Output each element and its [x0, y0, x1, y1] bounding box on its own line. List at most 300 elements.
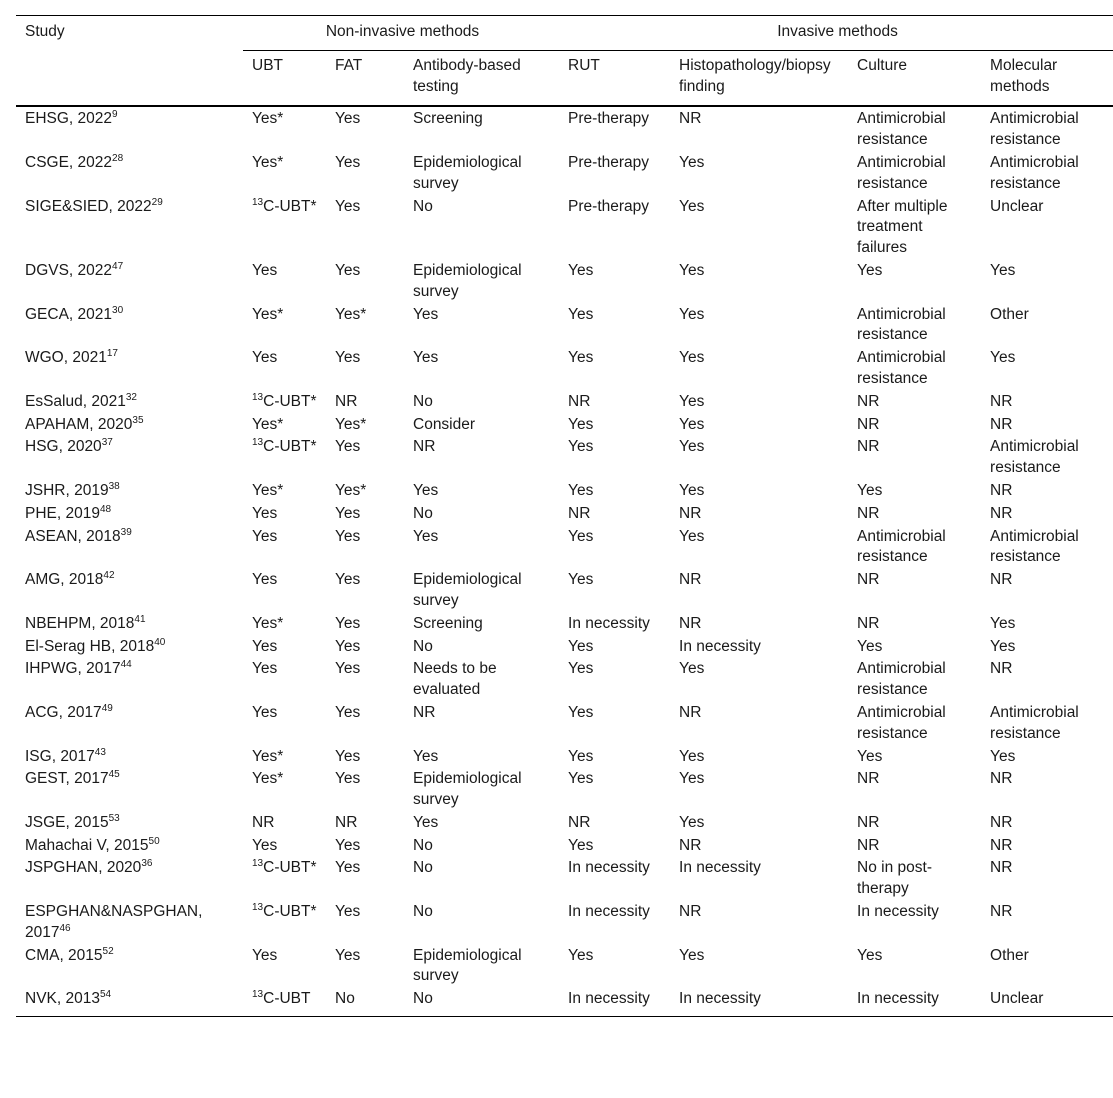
- cell-antibody: [404, 835, 559, 858]
- cell-antibody-text: Yes: [413, 813, 439, 831]
- cell-culture-text: In necessity: [857, 990, 939, 1008]
- cell-rut-text: Pre-therapy: [568, 197, 650, 215]
- cell-molecular: [981, 857, 1113, 901]
- cell-molecular: [981, 835, 1113, 858]
- cell-fat: [326, 636, 404, 659]
- cell-ubt: [243, 414, 326, 437]
- reference-number: 40: [154, 636, 166, 648]
- isotope-superscript: 13: [252, 391, 264, 403]
- cell-ubt-text: Yes: [252, 946, 278, 964]
- cell-molecular-text: NR: [990, 859, 1013, 877]
- cell-ubt-text: Yes: [252, 261, 278, 279]
- cell-study: [16, 152, 243, 196]
- cell-histopathology-text: In necessity: [679, 859, 761, 877]
- col-molecular: Molecular methods: [981, 50, 1113, 107]
- cell-culture: [848, 702, 981, 746]
- cell-rut: [559, 702, 670, 746]
- study-name: CMA, 2015: [25, 946, 103, 964]
- cell-fat-text: Yes: [335, 703, 361, 721]
- reference-number: 44: [120, 659, 132, 671]
- cell-fat-text: Yes: [335, 660, 361, 678]
- cell-culture-text: NR: [857, 415, 880, 433]
- reference-number: 9: [112, 109, 118, 121]
- cell-molecular-text: NR: [990, 836, 1013, 854]
- reference-number: 43: [94, 746, 106, 758]
- study-name: GECA, 2021: [25, 305, 113, 323]
- table-row: [16, 988, 1113, 1016]
- cell-molecular: [981, 347, 1113, 391]
- cell-molecular-text: Yes: [990, 614, 1016, 632]
- cell-study: [16, 347, 243, 391]
- cell-histopathology: [670, 812, 848, 835]
- isotope-superscript: 13: [252, 437, 264, 449]
- study-name: JSGE, 2015: [25, 813, 109, 831]
- cell-histopathology-text: NR: [679, 571, 702, 589]
- cell-culture-text: Antimicrobial resistance: [857, 660, 946, 699]
- study-header-spacer: [16, 50, 243, 107]
- cell-molecular-text: Antimicrobial resistance: [990, 527, 1079, 566]
- cell-antibody: [404, 636, 559, 659]
- cell-antibody-text: Epidemiological survey: [413, 946, 522, 985]
- cell-study: [16, 746, 243, 769]
- col-antibody: Antibody-based testing: [404, 50, 559, 107]
- cell-ubt: [243, 901, 326, 945]
- study-name: ASEAN, 2018: [25, 527, 121, 545]
- cell-rut-text: In necessity: [568, 903, 650, 921]
- cell-ubt-text: Yes: [252, 703, 278, 721]
- cell-fat: [326, 613, 404, 636]
- cell-rut: [559, 196, 670, 260]
- cell-molecular: [981, 901, 1113, 945]
- cell-molecular-text: Other: [990, 946, 1029, 964]
- cell-rut: [559, 835, 670, 858]
- study-name: SIGE&SIED, 2022: [25, 197, 152, 215]
- cell-rut: [559, 768, 670, 812]
- cell-rut-text: Yes: [568, 571, 594, 589]
- cell-fat-text: Yes: [335, 747, 361, 765]
- cell-study: [16, 945, 243, 989]
- cell-molecular: [981, 768, 1113, 812]
- cell-molecular: [981, 636, 1113, 659]
- cell-culture: [848, 768, 981, 812]
- cell-fat: [326, 391, 404, 414]
- cell-histopathology-text: Yes: [679, 305, 705, 323]
- cell-antibody-text: Screening: [413, 614, 483, 632]
- cell-molecular: [981, 480, 1113, 503]
- cell-fat: [326, 196, 404, 260]
- cell-molecular: [981, 613, 1113, 636]
- cell-study: [16, 901, 243, 945]
- cell-histopathology: [670, 835, 848, 858]
- isotope-superscript: 13: [252, 989, 264, 1001]
- cell-culture: [848, 152, 981, 196]
- cell-ubt-text: Yes: [252, 349, 278, 367]
- cell-rut: [559, 569, 670, 613]
- cell-histopathology-text: Yes: [679, 349, 705, 367]
- cell-antibody: [404, 857, 559, 901]
- cell-rut-text: Yes: [568, 261, 594, 279]
- cell-rut: [559, 106, 670, 152]
- cell-molecular-text: Antimicrobial resistance: [990, 438, 1079, 477]
- cell-molecular: [981, 260, 1113, 304]
- cell-study: [16, 106, 243, 152]
- study-name: GEST, 2017: [25, 770, 109, 788]
- cell-molecular-text: NR: [990, 504, 1013, 522]
- cell-rut-text: Yes: [568, 747, 594, 765]
- cell-study: [16, 436, 243, 480]
- cell-rut-text: Yes: [568, 481, 594, 499]
- cell-antibody-text: Yes: [413, 349, 439, 367]
- cell-culture: [848, 988, 981, 1016]
- cell-rut-text: In necessity: [568, 990, 650, 1008]
- table-row: [16, 569, 1113, 613]
- cell-rut-text: NR: [568, 504, 591, 522]
- cell-antibody-text: Yes: [413, 481, 439, 499]
- cell-histopathology: [670, 503, 848, 526]
- cell-antibody: [404, 768, 559, 812]
- study-name: NBEHPM, 2018: [25, 614, 135, 632]
- cell-study: [16, 812, 243, 835]
- table-row: [16, 106, 1113, 152]
- cell-molecular-text: Yes: [990, 349, 1016, 367]
- reference-number: 42: [103, 570, 115, 582]
- cell-histopathology-text: Yes: [679, 946, 705, 964]
- cell-fat: [326, 658, 404, 702]
- cell-ubt-text: Yes*: [252, 770, 284, 788]
- cell-ubt: [243, 304, 326, 348]
- cell-ubt: [243, 988, 326, 1016]
- cell-histopathology: [670, 304, 848, 348]
- reference-number: 53: [108, 812, 120, 824]
- cell-fat-text: Yes: [335, 438, 361, 456]
- cell-fat-text: Yes: [335, 836, 361, 854]
- cell-culture: [848, 503, 981, 526]
- cell-culture-text: Antimicrobial resistance: [857, 110, 946, 149]
- cell-fat: [326, 106, 404, 152]
- cell-molecular-text: NR: [990, 903, 1013, 921]
- table-row: [16, 835, 1113, 858]
- cell-study: [16, 988, 243, 1016]
- cell-ubt: [243, 480, 326, 503]
- cell-rut: [559, 526, 670, 570]
- cell-molecular-text: NR: [990, 770, 1013, 788]
- cell-histopathology: [670, 196, 848, 260]
- cell-histopathology: [670, 480, 848, 503]
- study-name: ACG, 2017: [25, 703, 102, 721]
- cell-ubt-text: Yes*: [252, 153, 284, 171]
- table-row: [16, 901, 1113, 945]
- cell-rut-text: Yes: [568, 305, 594, 323]
- cell-ubt: [243, 613, 326, 636]
- cell-study: [16, 391, 243, 414]
- cell-culture: [848, 636, 981, 659]
- cell-fat-text: Yes: [335, 197, 361, 215]
- cell-ubt: [243, 503, 326, 526]
- cell-rut-text: Yes: [568, 770, 594, 788]
- cell-rut-text: Yes: [568, 438, 594, 456]
- cell-fat: [326, 812, 404, 835]
- cell-study: [16, 702, 243, 746]
- cell-fat: [326, 347, 404, 391]
- table-row: [16, 152, 1113, 196]
- cell-ubt: [243, 391, 326, 414]
- cell-study: [16, 480, 243, 503]
- cell-histopathology-text: In necessity: [679, 637, 761, 655]
- table-row: [16, 812, 1113, 835]
- cell-ubt-text: C-UBT: [263, 990, 311, 1008]
- cell-molecular-text: NR: [990, 392, 1013, 410]
- cell-rut: [559, 901, 670, 945]
- cell-molecular-text: Antimicrobial resistance: [990, 110, 1079, 149]
- cell-histopathology: [670, 414, 848, 437]
- cell-fat: [326, 304, 404, 348]
- cell-antibody-text: No: [413, 903, 433, 921]
- cell-rut: [559, 152, 670, 196]
- cell-culture: [848, 746, 981, 769]
- cell-molecular-text: Unclear: [990, 197, 1044, 215]
- cell-rut-text: In necessity: [568, 614, 650, 632]
- cell-antibody: [404, 106, 559, 152]
- cell-fat: [326, 988, 404, 1016]
- cell-histopathology-text: Yes: [679, 747, 705, 765]
- cell-fat: [326, 503, 404, 526]
- cell-culture-text: Yes: [857, 637, 883, 655]
- cell-fat: [326, 835, 404, 858]
- table-row: [16, 480, 1113, 503]
- cell-culture: [848, 945, 981, 989]
- cell-antibody-text: No: [413, 859, 433, 877]
- cell-rut: [559, 414, 670, 437]
- cell-fat-text: Yes: [335, 614, 361, 632]
- cell-culture: [848, 106, 981, 152]
- cell-histopathology: [670, 106, 848, 152]
- cell-culture: [848, 414, 981, 437]
- cell-histopathology: [670, 152, 848, 196]
- cell-fat-text: Yes: [335, 571, 361, 589]
- cell-ubt-text: C-UBT*: [263, 859, 317, 877]
- cell-rut-text: Yes: [568, 527, 594, 545]
- cell-rut: [559, 391, 670, 414]
- cell-molecular-text: Other: [990, 305, 1029, 323]
- cell-molecular: [981, 196, 1113, 260]
- isotope-superscript: 13: [252, 902, 264, 914]
- study-name: El-Serag HB, 2018: [25, 637, 155, 655]
- cell-rut: [559, 347, 670, 391]
- study-name: WGO, 2021: [25, 349, 107, 367]
- cell-histopathology: [670, 857, 848, 901]
- cell-culture-text: Antimicrobial resistance: [857, 527, 946, 566]
- cell-rut-text: Pre-therapy: [568, 110, 650, 128]
- cell-fat: [326, 526, 404, 570]
- cell-fat: [326, 436, 404, 480]
- comparison-table: [16, 15, 1113, 1017]
- cell-ubt: [243, 196, 326, 260]
- cell-rut-text: Yes: [568, 703, 594, 721]
- cell-study: [16, 658, 243, 702]
- cell-molecular-text: Yes: [990, 261, 1016, 279]
- cell-culture-text: In necessity: [857, 903, 939, 921]
- cell-study: [16, 414, 243, 437]
- reference-number: 52: [102, 945, 114, 957]
- cell-molecular-text: NR: [990, 660, 1013, 678]
- cell-histopathology: [670, 436, 848, 480]
- cell-histopathology: [670, 945, 848, 989]
- cell-antibody-text: Screening: [413, 110, 483, 128]
- cell-culture-text: NR: [857, 813, 880, 831]
- cell-rut: [559, 945, 670, 989]
- cell-culture: [848, 480, 981, 503]
- cell-rut-text: Pre-therapy: [568, 153, 650, 171]
- cell-ubt: [243, 526, 326, 570]
- cell-ubt-text: Yes: [252, 527, 278, 545]
- cell-fat: [326, 260, 404, 304]
- cell-rut: [559, 304, 670, 348]
- cell-fat: [326, 901, 404, 945]
- cell-molecular: [981, 436, 1113, 480]
- cell-fat-text: Yes: [335, 504, 361, 522]
- cell-antibody: [404, 812, 559, 835]
- cell-study: [16, 768, 243, 812]
- cell-fat-text: Yes: [335, 110, 361, 128]
- cell-ubt-text: Yes: [252, 637, 278, 655]
- cell-histopathology-text: Yes: [679, 527, 705, 545]
- cell-molecular: [981, 304, 1113, 348]
- cell-antibody: [404, 658, 559, 702]
- cell-fat: [326, 768, 404, 812]
- cell-ubt-text: C-UBT*: [263, 903, 317, 921]
- cell-ubt-text: Yes*: [252, 305, 284, 323]
- reference-number: 17: [106, 348, 118, 360]
- cell-culture: [848, 901, 981, 945]
- reference-number: 39: [120, 526, 132, 538]
- table-row: [16, 304, 1113, 348]
- isotope-superscript: 13: [252, 858, 264, 870]
- cell-study: [16, 569, 243, 613]
- cell-fat-text: Yes: [335, 349, 361, 367]
- cell-study: [16, 304, 243, 348]
- cell-antibody-text: Epidemiological survey: [413, 261, 522, 300]
- cell-fat-text: Yes: [335, 859, 361, 877]
- cell-histopathology-text: Yes: [679, 415, 705, 433]
- cell-ubt: [243, 835, 326, 858]
- cell-ubt-text: Yes: [252, 836, 278, 854]
- cell-antibody-text: Epidemiological survey: [413, 153, 522, 192]
- cell-fat: [326, 569, 404, 613]
- study-name: ISG, 2017: [25, 747, 95, 765]
- cell-culture: [848, 569, 981, 613]
- col-histopathology: Histopathology/biopsy finding: [670, 50, 848, 107]
- cell-culture-text: Antimicrobial resistance: [857, 305, 946, 344]
- study-name: APAHAM, 2020: [25, 415, 133, 433]
- cell-fat: [326, 746, 404, 769]
- cell-ubt: [243, 106, 326, 152]
- cell-histopathology: [670, 613, 848, 636]
- cell-fat: [326, 945, 404, 989]
- cell-culture-text: Yes: [857, 261, 883, 279]
- cell-rut-text: Yes: [568, 637, 594, 655]
- cell-antibody: [404, 414, 559, 437]
- reference-number: 36: [141, 858, 153, 870]
- reference-number: 28: [112, 152, 124, 164]
- cell-culture: [848, 260, 981, 304]
- cell-fat-text: No: [335, 990, 355, 1008]
- cell-histopathology: [670, 569, 848, 613]
- table-row: [16, 702, 1113, 746]
- cell-antibody: [404, 746, 559, 769]
- cell-rut-text: Yes: [568, 349, 594, 367]
- cell-antibody-text: Epidemiological survey: [413, 571, 522, 609]
- study-name: IHPWG, 2017: [25, 660, 121, 678]
- cell-ubt-text: Yes: [252, 571, 278, 589]
- cell-histopathology: [670, 702, 848, 746]
- cell-antibody-text: No: [413, 990, 433, 1008]
- cell-antibody-text: Yes: [413, 305, 439, 323]
- cell-histopathology-text: Yes: [679, 813, 705, 831]
- cell-molecular: [981, 945, 1113, 989]
- cell-antibody: [404, 347, 559, 391]
- cell-rut-text: Yes: [568, 415, 594, 433]
- cell-antibody: [404, 503, 559, 526]
- cell-rut: [559, 503, 670, 526]
- table-header: [16, 16, 1113, 107]
- cell-antibody: [404, 526, 559, 570]
- cell-antibody-text: No: [413, 504, 433, 522]
- cell-histopathology-text: Yes: [679, 153, 705, 171]
- cell-culture: [848, 812, 981, 835]
- cell-ubt-text: Yes*: [252, 747, 284, 765]
- cell-molecular-text: Unclear: [990, 990, 1044, 1008]
- cell-study: [16, 196, 243, 260]
- cell-antibody: [404, 988, 559, 1016]
- cell-fat-text: Yes: [335, 261, 361, 279]
- cell-fat-text: NR: [335, 813, 358, 831]
- cell-rut: [559, 480, 670, 503]
- cell-rut: [559, 746, 670, 769]
- cell-antibody: [404, 304, 559, 348]
- cell-culture-text: Yes: [857, 481, 883, 499]
- cell-molecular: [981, 658, 1113, 702]
- cell-molecular: [981, 526, 1113, 570]
- cell-antibody: [404, 436, 559, 480]
- table-row: [16, 613, 1113, 636]
- cell-culture-text: Antimicrobial resistance: [857, 153, 946, 192]
- cell-ubt: [243, 658, 326, 702]
- table-row: [16, 260, 1113, 304]
- cell-antibody: [404, 391, 559, 414]
- cell-rut: [559, 260, 670, 304]
- cell-study: [16, 857, 243, 901]
- reference-number: 38: [108, 480, 120, 492]
- cell-molecular-text: Antimicrobial resistance: [990, 153, 1079, 192]
- cell-ubt: [243, 746, 326, 769]
- cell-antibody: [404, 480, 559, 503]
- cell-ubt: [243, 945, 326, 989]
- study-name: HSG, 2020: [25, 438, 102, 456]
- cell-antibody-text: No: [413, 637, 433, 655]
- cell-antibody-text: Consider: [413, 415, 476, 433]
- cell-molecular-text: NR: [990, 813, 1013, 831]
- cell-culture: [848, 526, 981, 570]
- study-name: JSPGHAN, 2020: [25, 859, 142, 877]
- cell-rut: [559, 658, 670, 702]
- cell-fat-text: Yes: [335, 946, 361, 964]
- cell-antibody: [404, 901, 559, 945]
- cell-antibody-text: Yes: [413, 747, 439, 765]
- cell-molecular: [981, 702, 1113, 746]
- cell-culture-text: NR: [857, 504, 880, 522]
- table-row: [16, 503, 1113, 526]
- cell-ubt-text: Yes: [252, 504, 278, 522]
